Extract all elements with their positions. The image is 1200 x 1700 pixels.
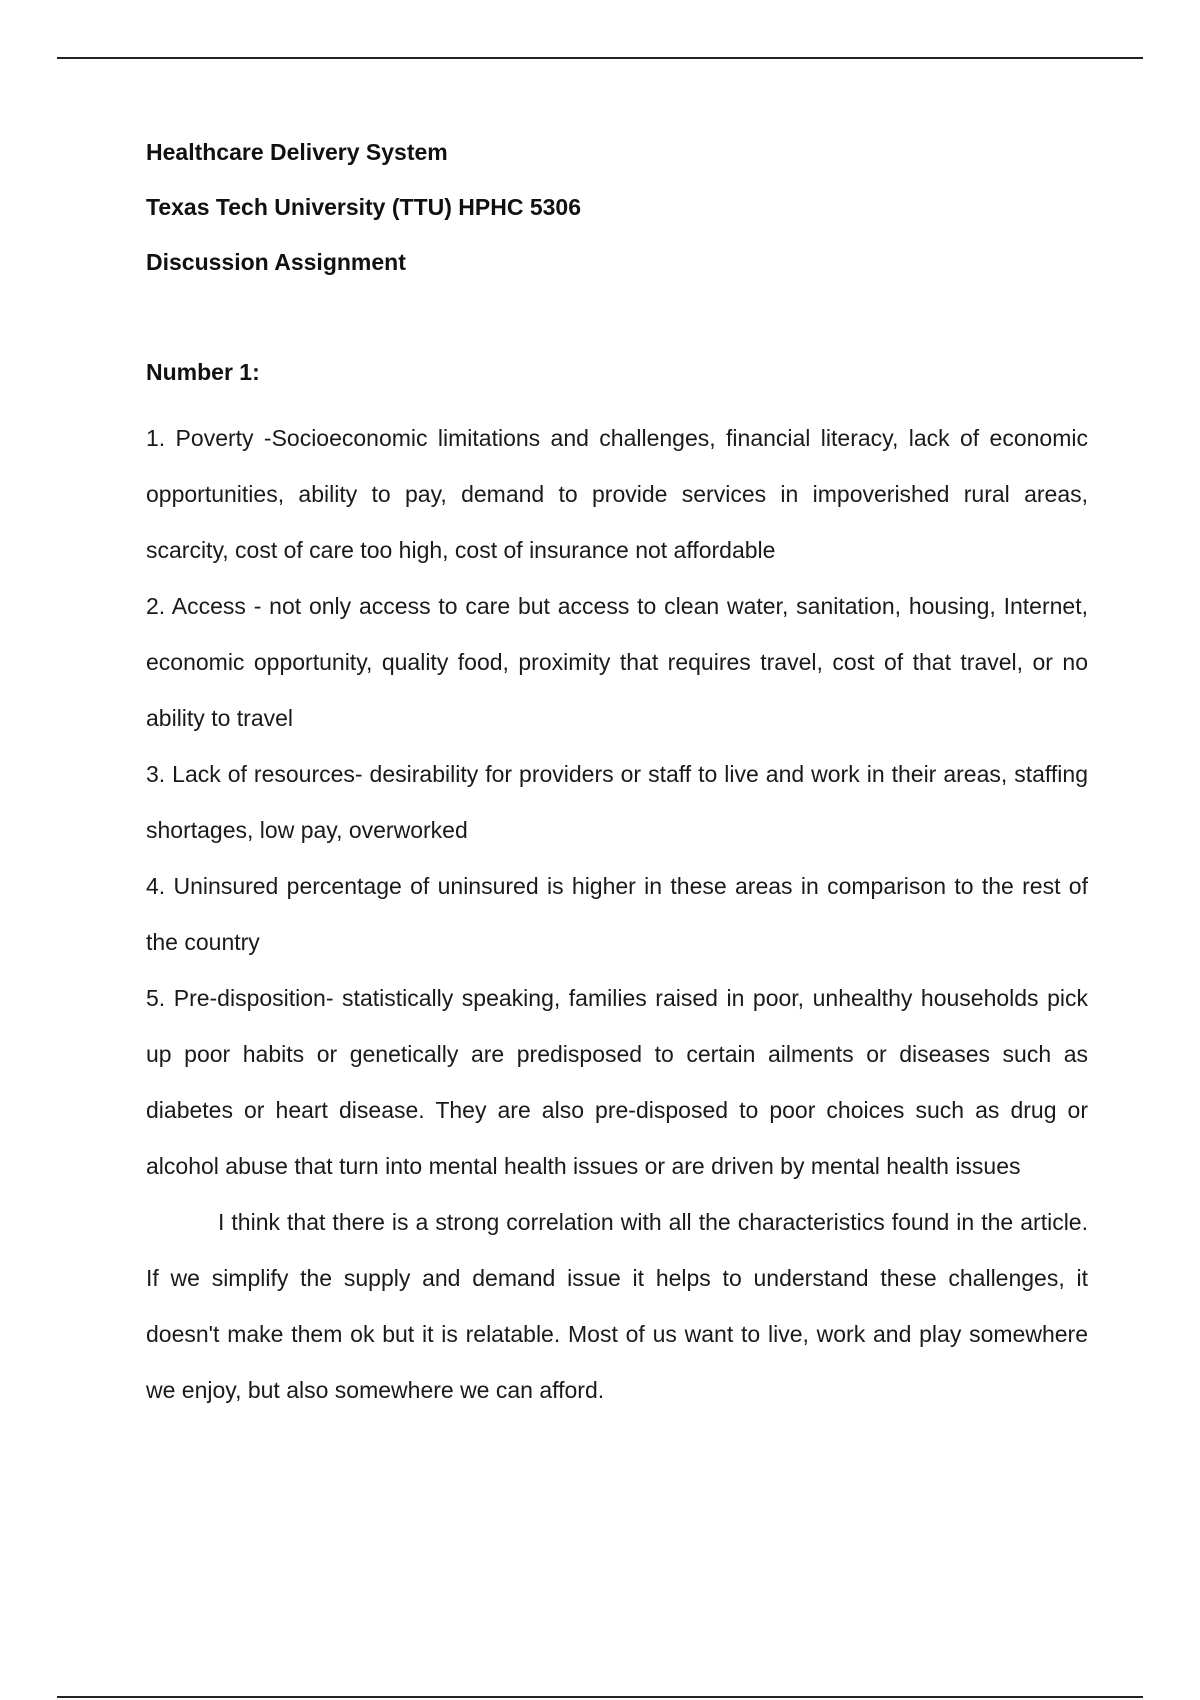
list-item: 4. Uninsured percentage of uninsured is higher in these areas in comparison to the rest of the country xyxy=(146,873,1088,955)
course-name: Texas Tech University (TTU) HPHC 5306 xyxy=(146,194,582,220)
list-item: 5. Pre-disposition- statistically speaking, families raised in poor, unhealthy households pick up poor habits or genetically are predisposed to certain ailments or diseases such as diabetes or heart disease. They are also pre-disposed to poor choices such as drug or alcohol abuse that turn into mental health issues or are driven by mental health issues xyxy=(146,985,1088,1179)
section-label: Number 1: xyxy=(146,359,260,385)
document-title: Healthcare Delivery System xyxy=(146,139,448,165)
list-item: 3. Lack of resources- desirability for providers or staff to live and work in their areas, staffing shortages, low pay, overworked xyxy=(146,761,1088,843)
assignment-type: Discussion Assignment xyxy=(146,249,406,275)
conclusion-paragraph: I think that there is a strong correlation with all the characteristics found in the article. If we simplify the supply and demand issue it helps to understand these challenges, it doesn't make them ok but it is relatable. Most of us want to live, work and play somewhere we enjoy, but also somewhere we can afford. xyxy=(146,1209,1088,1403)
document-page xyxy=(146,138,1088,1418)
list-item: 2. Access - not only access to care but access to clean water, sanitation, housing, Internet, economic opportunity, quality food, proximity that requires travel, cost of that travel, or no ability to travel xyxy=(146,593,1088,731)
list-item: 1. Poverty -Socioeconomic limitations and challenges, financial literacy, lack of economic opportunities, ability to pay, demand to provide services in impoverished rural areas, scarcity, cost of care too high, cost of insurance not affordable xyxy=(146,425,1088,563)
bottom-rule xyxy=(57,1696,1143,1698)
top-rule xyxy=(57,57,1143,59)
